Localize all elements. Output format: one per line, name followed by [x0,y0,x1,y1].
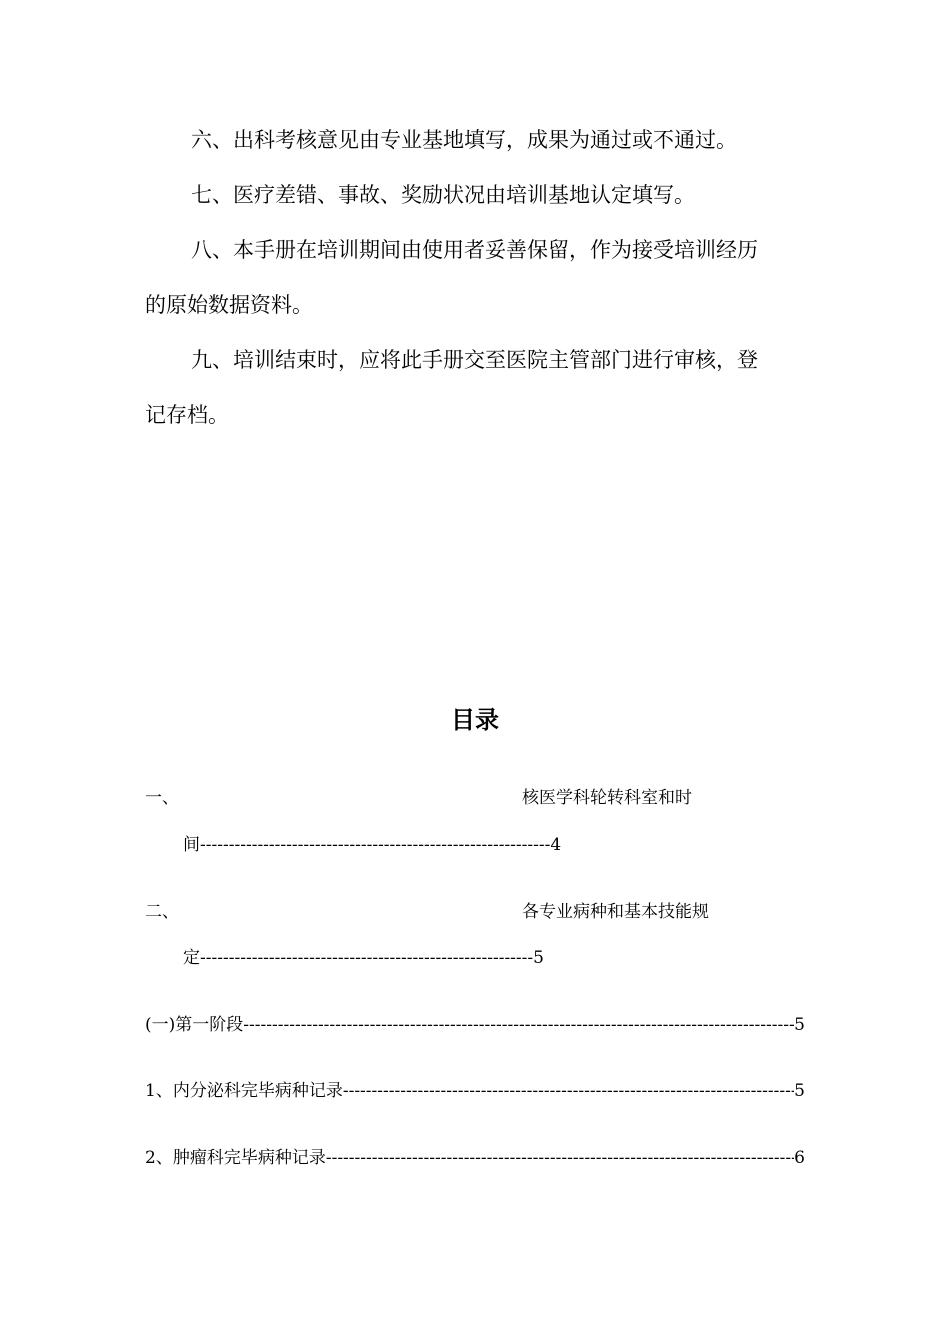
toc-entry-3[interactable] [145,1012,805,1038]
paragraph-item-6: 六、出科考核意见由专业基地填写，成果为通过或不通过。 [191,128,737,152]
paragraph-item-9: 九、培训结束时，应将此手册交至医院主管部门进行审核，登 [191,348,758,372]
paragraph-item-8-continued: 的原始数据资料。 [145,293,313,317]
toc-entry-label: 1、内分泌科完毕病种记录 [145,1081,343,1101]
toc-entry-2-heading[interactable]: 各专业病种和基本技能规 [522,902,709,922]
toc-entry-4[interactable] [145,1078,805,1104]
toc-entry-5[interactable] [145,1145,805,1171]
toc-page-number: 5 [794,1081,805,1101]
toc-page-number: 5 [794,1015,805,1035]
toc-dot-leader [326,1145,794,1171]
toc-title: 目录 [451,706,499,734]
toc-entry-label: 2、肿瘤科完毕病种记录 [145,1148,326,1168]
paragraph-item-9-continued: 记存档。 [145,403,229,427]
toc-entry-1-heading[interactable]: 核医学科轮转科室和时 [522,788,692,808]
toc-entry-1-continuation[interactable]: 间-------------------------------------------------------------4 [183,835,562,855]
paragraph-item-8: 八、本手册在培训期间由使用者妥善保留，作为接受培训经历 [191,238,758,262]
toc-entry-2-continuation[interactable]: 定----------------------------------------------------------5 [183,948,544,968]
toc-page-number: 6 [794,1148,805,1168]
paragraph-item-7: 七、医疗差错、事故、奖励状况由培训基地认定填写。 [191,183,695,207]
toc-dot-leader [343,1078,794,1104]
toc-entry-2-number: 二、 [145,902,179,922]
toc-entry-1-number: 一、 [145,788,179,808]
toc-entry-label: (一)第一阶段 [145,1015,244,1035]
toc-dot-leader [243,1012,794,1038]
